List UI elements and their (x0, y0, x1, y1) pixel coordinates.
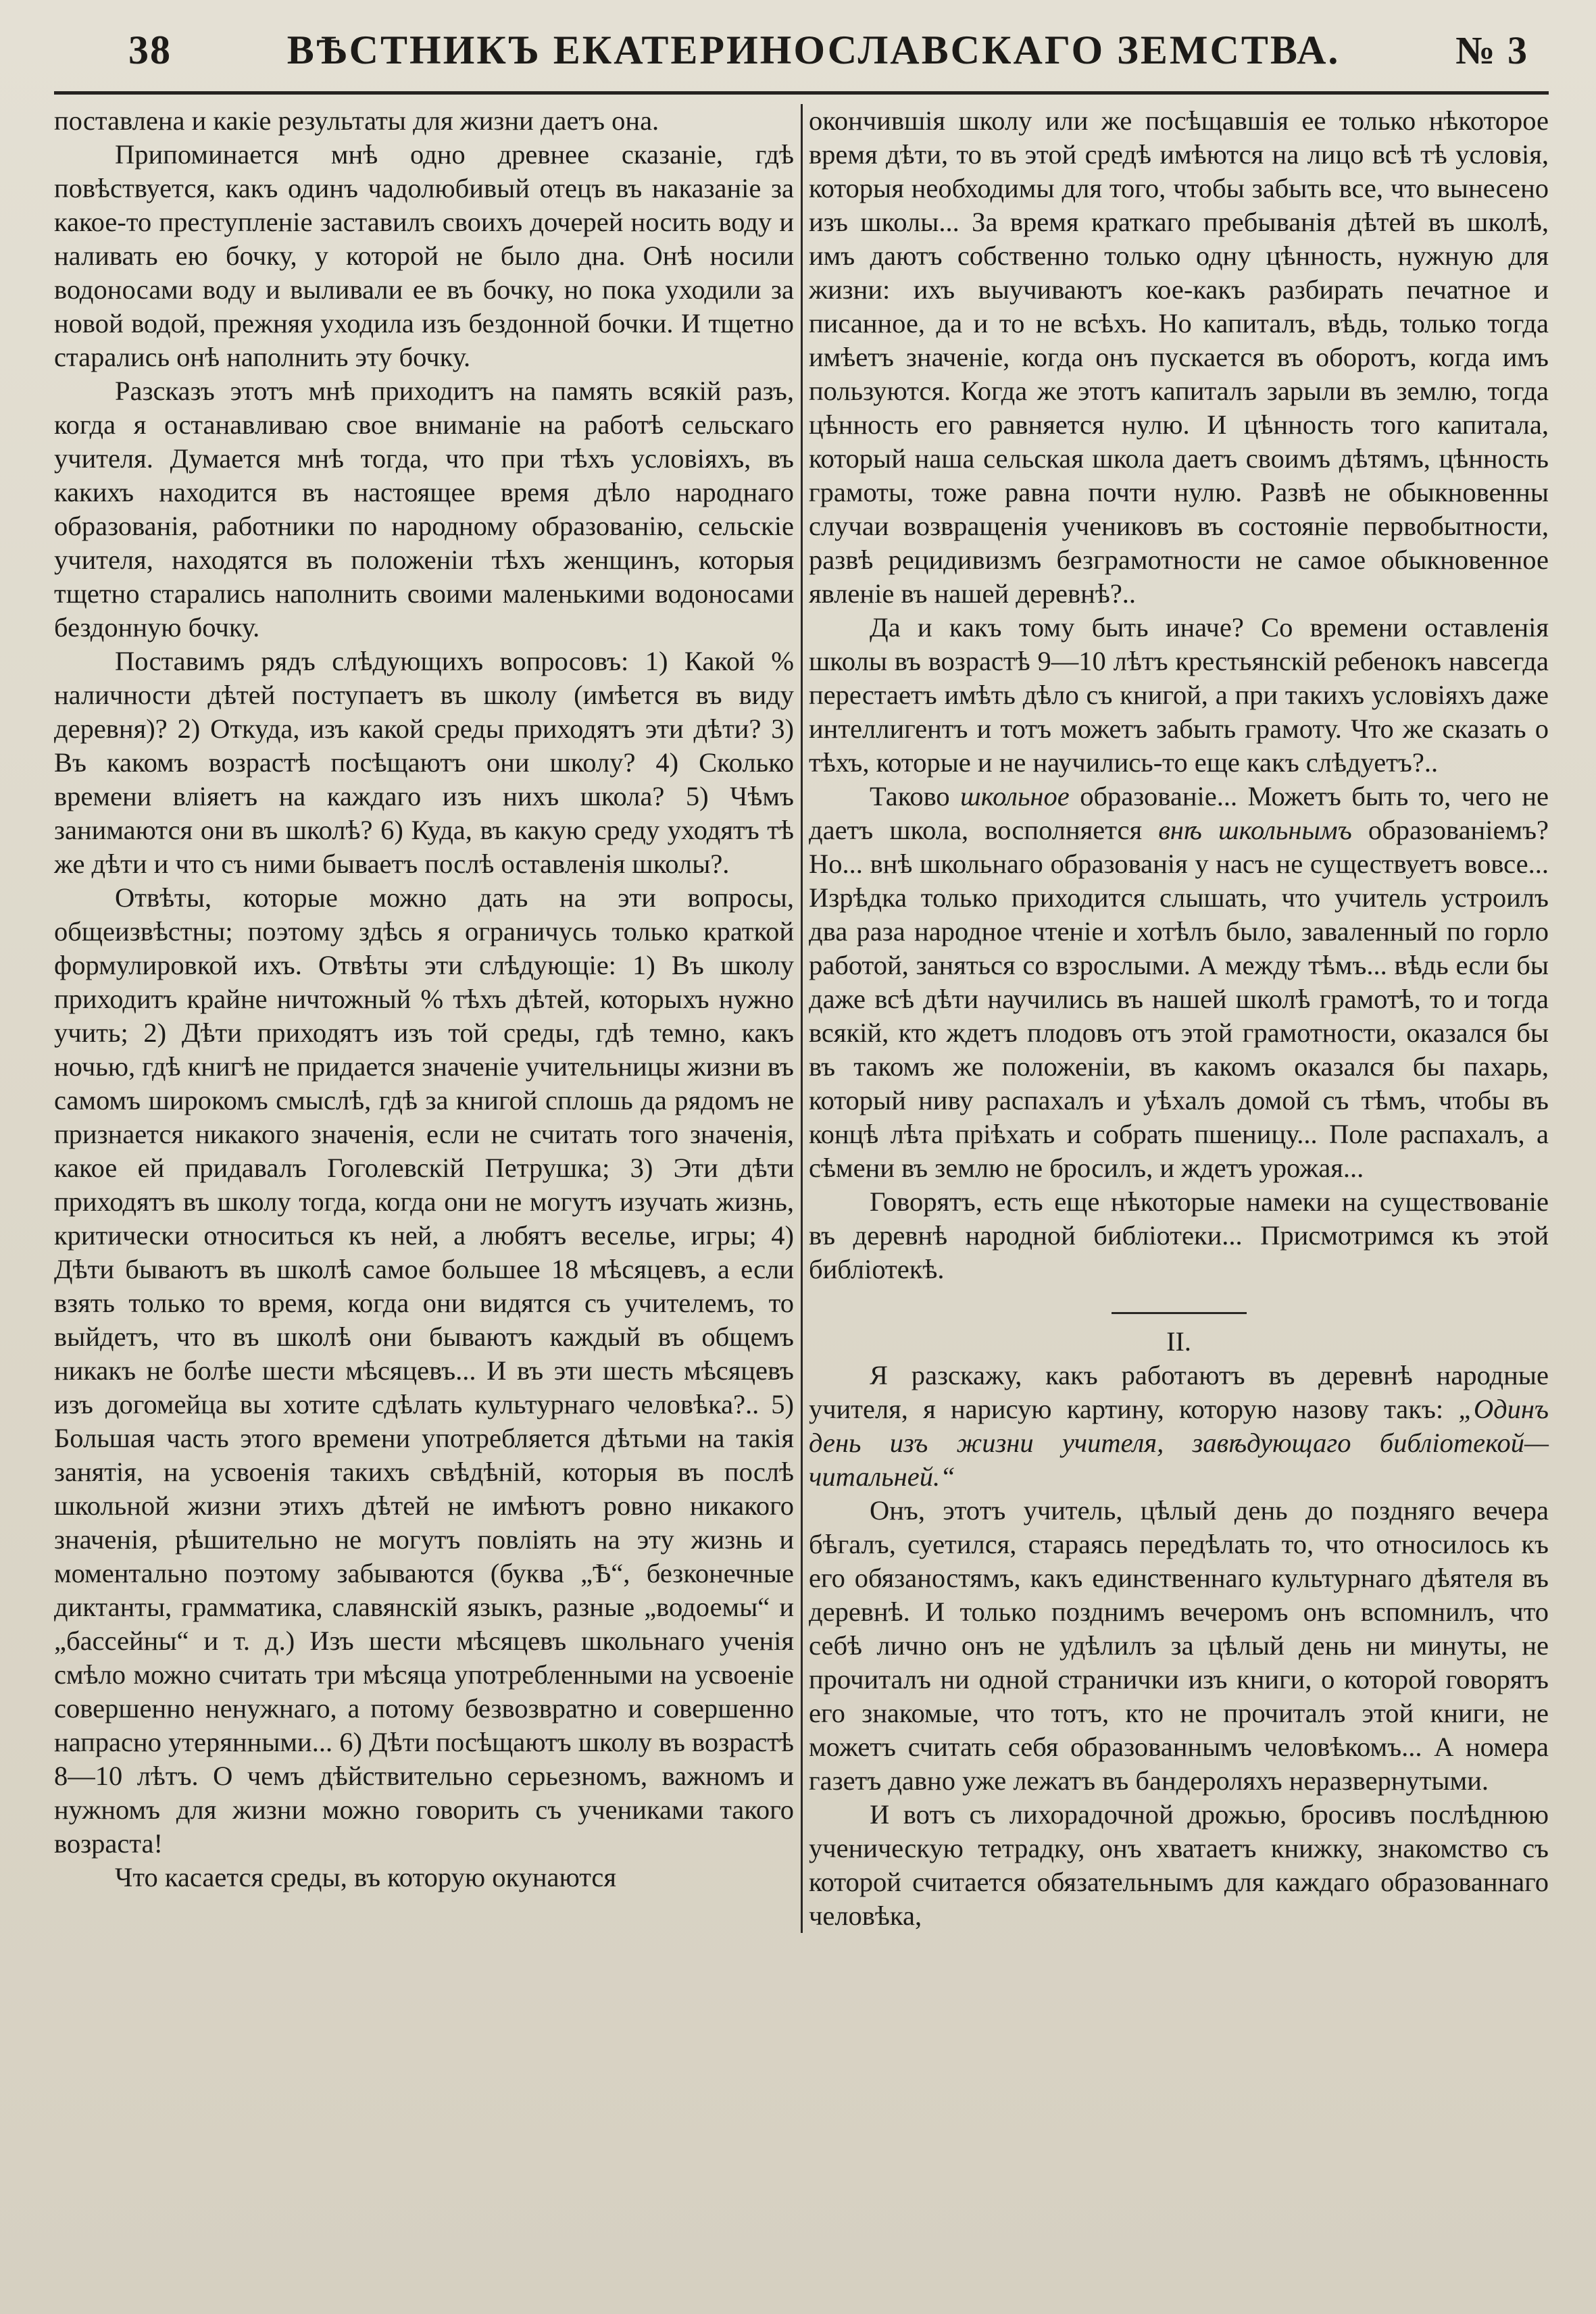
italic-title: „Одинъ день изъ жизни учителя, завѣдующаго библіотекой—читальней.“ (809, 1394, 1549, 1492)
right-column (809, 104, 1549, 1933)
paragraph: Онъ, этотъ учитель, цѣлый день до поздняго вечера бѣгалъ, суетился, стараясь передѣлать то, что относилось къ его обязаностямъ, какъ единственнаго культурнаго дѣятеля въ деревнѣ. И только позднимъ вечеромъ онъ вспомнилъ, что себѣ лично онъ не удѣлилъ за цѣлый день ни минуты, не прочиталъ ни одной странички изъ книги, о которой говорятъ его знакомые, что тотъ, кто не прочиталъ этой книги, не можетъ считать себя образованнымъ человѣкомъ... А номера газетъ давно уже лежатъ въ бандероляхъ неразвернутыми. (809, 1495, 1549, 1796)
text-run: Я разскажу, какъ работаютъ въ деревнѣ народные учителя, я нарисую картину, которую назову такъ: (809, 1360, 1549, 1424)
paragraph: Да и какъ тому быть иначе? Со времени оставленія школы въ возрастѣ 9—10 лѣтъ крестьянскій ребенокъ навсегда перестаетъ имѣть дѣло съ книгой, а при такихъ условіяхъ даже интеллигентъ и тотъ можетъ забыть грамоту. Что же сказать о тѣхъ, которые и не научились-то еще какъ слѣдуетъ?.. (809, 612, 1549, 778)
page-number: 38 (128, 28, 172, 72)
paragraph: Отвѣты, которые можно дать на эти вопросы, общеизвѣстны; поэтому здѣсь я ограничусь только краткой формулировкой ихъ. Отвѣты эти слѣдующіе: 1) Въ школу приходитъ крайне ничтожный % тѣхъ дѣтей, которыхъ нужно учить; 2) Дѣти приходятъ изъ той среды, гдѣ темно, какъ ночью, гдѣ книгѣ не придается значеніе учительницы жизни въ самомъ широкомъ смыслѣ, гдѣ за книгой сплошь да рядомъ не признается никакого значенія, если не считать того значенія, какое ей придавалъ Гоголевскій Петрушка; 3) Эти дѣти приходятъ въ школу тогда, когда они не могутъ изучать жизнь, критически относиться къ ней, а любятъ веселье, игры; 4) Дѣти бываютъ въ школѣ самое большее 18 мѣсяцевъ, а если взять только то время, когда они видятся съ учителемъ, то выйдетъ, что въ школѣ они бываютъ каждый въ общемъ никакъ не болѣе шести мѣсяцевъ... И въ эти шесть мѣсяцевъ изъ догомейца вы хотите сдѣлать культурнаго человѣка?.. 5) Большая часть этого времени употребляется дѣтьми на такія занятія, на усвоенія такихъ свѣдѣній, которыя въ послѣ школьной жизни этихъ дѣтей не имѣютъ ровно никакого значенія, рѣшительно не могутъ повліять на эту жизнь и моментально поэтому забываются (буква „Ѣ“, безконечные диктанты, грамматика, славянскій языкъ, разные „водоемы“ и „бассейны“ и т. д.) Изъ шести мѣсяцевъ школьнаго ученія смѣло можно считать три мѣсяца употребленными на усвоеніе совершенно ненужнаго, а потому безвозвратно и совершенно напрасно утерянными... 6) Дѣти посѣщаютъ школу въ возрастѣ 8—10 лѣтъ. О чемъ дѣйствительно серьезномъ, важномъ и нужномъ для жизни можно говорить съ учениками такого возраста! (54, 882, 795, 1859)
page-header (54, 27, 1549, 95)
text-run: Таково (870, 781, 961, 811)
journal-title: ВѢСТНИКЪ ЕКАТЕРИНОСЛАВСКАГО ЗЕМСТВА. (286, 28, 1341, 72)
paragraph: Поставимъ рядъ слѣдующихъ вопросовъ: 1) Какой % наличности дѣтей поступаетъ въ школу (имѣется въ виду деревня)? 2) Откуда, изъ какой среды приходятъ эти дѣти? 3) Въ какомъ возрастѣ посѣщаютъ они школу? 4) Сколько времени вліяетъ на каждаго изъ нихъ школа? 5) Чѣмъ занимаются они въ школѣ? 6) Куда, въ какую среду уходятъ тѣ же дѣти и что съ ними бываетъ послѣ оставленія школы?. (54, 646, 794, 879)
paragraph (809, 1359, 1549, 1494)
paragraph: Припоминается мнѣ одно древнее сказаніе, гдѣ повѣствуется, какъ одинъ чадолюбивый отецъ въ наказаніе за какое-то преступленіе заставилъ своихъ дочерей носить воду и наливать ею бочку, у которой не было дна. Онѣ носили водоносами воду и выливали ее въ бочку, но пока уходили за новой водой, прежняя уходила изъ бездонной бочки. И тщетно старались онѣ наполнить эту бочку. (54, 139, 794, 372)
italic-term: школьное (960, 781, 1070, 811)
text-run: образованіемъ? Но... внѣ школьнаго образованія у насъ не существуетъ вовсе... Изрѣдка только приходится слышать, что учитель устроилъ два раза народное чтеніе и хотѣлъ было, заваленный по горло работой, заняться со взрослыми. А между тѣмъ... вѣдь если бы даже всѣ дѣти научились въ нашей школѣ грамотѣ, то и тогда всякій, кто ждетъ плодовъ отъ этой грамотности, оказался бы въ такомъ же положеніи, въ какомъ оказался бы пахарь, который ниву распахалъ и уѣхалъ домой съ тѣмъ, чтобы въ концѣ лѣта пріѣхать и собрать пшеницу... Поле распахалъ, а сѣмени въ землю не бросилъ, и ждетъ урожая... (809, 815, 1549, 1183)
text-columns (54, 104, 1549, 1933)
paragraph (809, 780, 1549, 1185)
paragraph: поставлена и какіе результаты для жизни даетъ она. (54, 105, 659, 136)
issue-number: № 3 (1455, 28, 1528, 72)
italic-term: внѣ школьнымъ (1158, 815, 1352, 845)
paragraph: окончившія школу или же посѣщавшія ее только нѣкоторое время дѣти, то въ этой средѣ имѣются на лицо всѣ тѣ условія, которыя необходимы для того, чтобы забыть все, что вынесено изъ школы... За время краткаго пребыванія дѣтей въ школѣ, имъ даютъ собственно только одну цѣнность, нужную для жизни: ихъ выучиваютъ кое-какъ разбирать печатное и писанное, да и то не всѣхъ. Но капиталъ, вѣдь, только тогда имѣетъ значеніе, когда онъ пускается въ оборотъ, когда имъ пользуются. Когда же этотъ капиталъ зарыли въ землю, тогда цѣнность его равняется нулю. И цѣнность того капитала, который наша сельская школа даетъ своимъ дѣтямъ, цѣнность грамоты, тоже равна почти нулю. Развѣ не обыкновенны случаи возвращенія учениковъ въ состояніе первобытности, развѣ рецидивизмъ безграмотности не самое обыкновенное явленіе въ нашей деревнѣ?.. (809, 105, 1549, 609)
paragraph: И вотъ съ лихорадочной дрожью, бросивъ послѣднюю ученическую тетрадку, онъ хватаетъ книжку, знакомство съ которой считается обязательнымъ для каждаго образованнаго человѣка, (809, 1799, 1549, 1931)
paragraph: Говорятъ, есть еще нѣкоторые намеки на существованіе въ деревнѣ народной библіотеки... Присмотримся къ этой библіотекѣ. (809, 1186, 1549, 1284)
paragraph: Разсказъ этотъ мнѣ приходитъ на память всякій разъ, когда я останавливаю свое вниманіе на работѣ сельскаго учителя. Думается мнѣ тогда, что при тѣхъ условіяхъ, въ какихъ находится въ настоящее время дѣло народнаго образованія, работники по народному образованію, сельскіе учителя, находятся въ положеніи тѣхъ женщинъ, которыя тщетно старались наполнить своими маленькими водоносами бездонную бочку. (54, 376, 794, 643)
section-number: II. (1166, 1326, 1191, 1357)
section-divider (1112, 1312, 1247, 1314)
text-run: образованіе... Можетъ быть то, чего не даетъ школа, восполняется (809, 781, 1549, 845)
paragraph: Что касается среды, въ которую окунаются (115, 1862, 617, 1892)
left-column (54, 104, 794, 1933)
column-divider (801, 104, 803, 1933)
